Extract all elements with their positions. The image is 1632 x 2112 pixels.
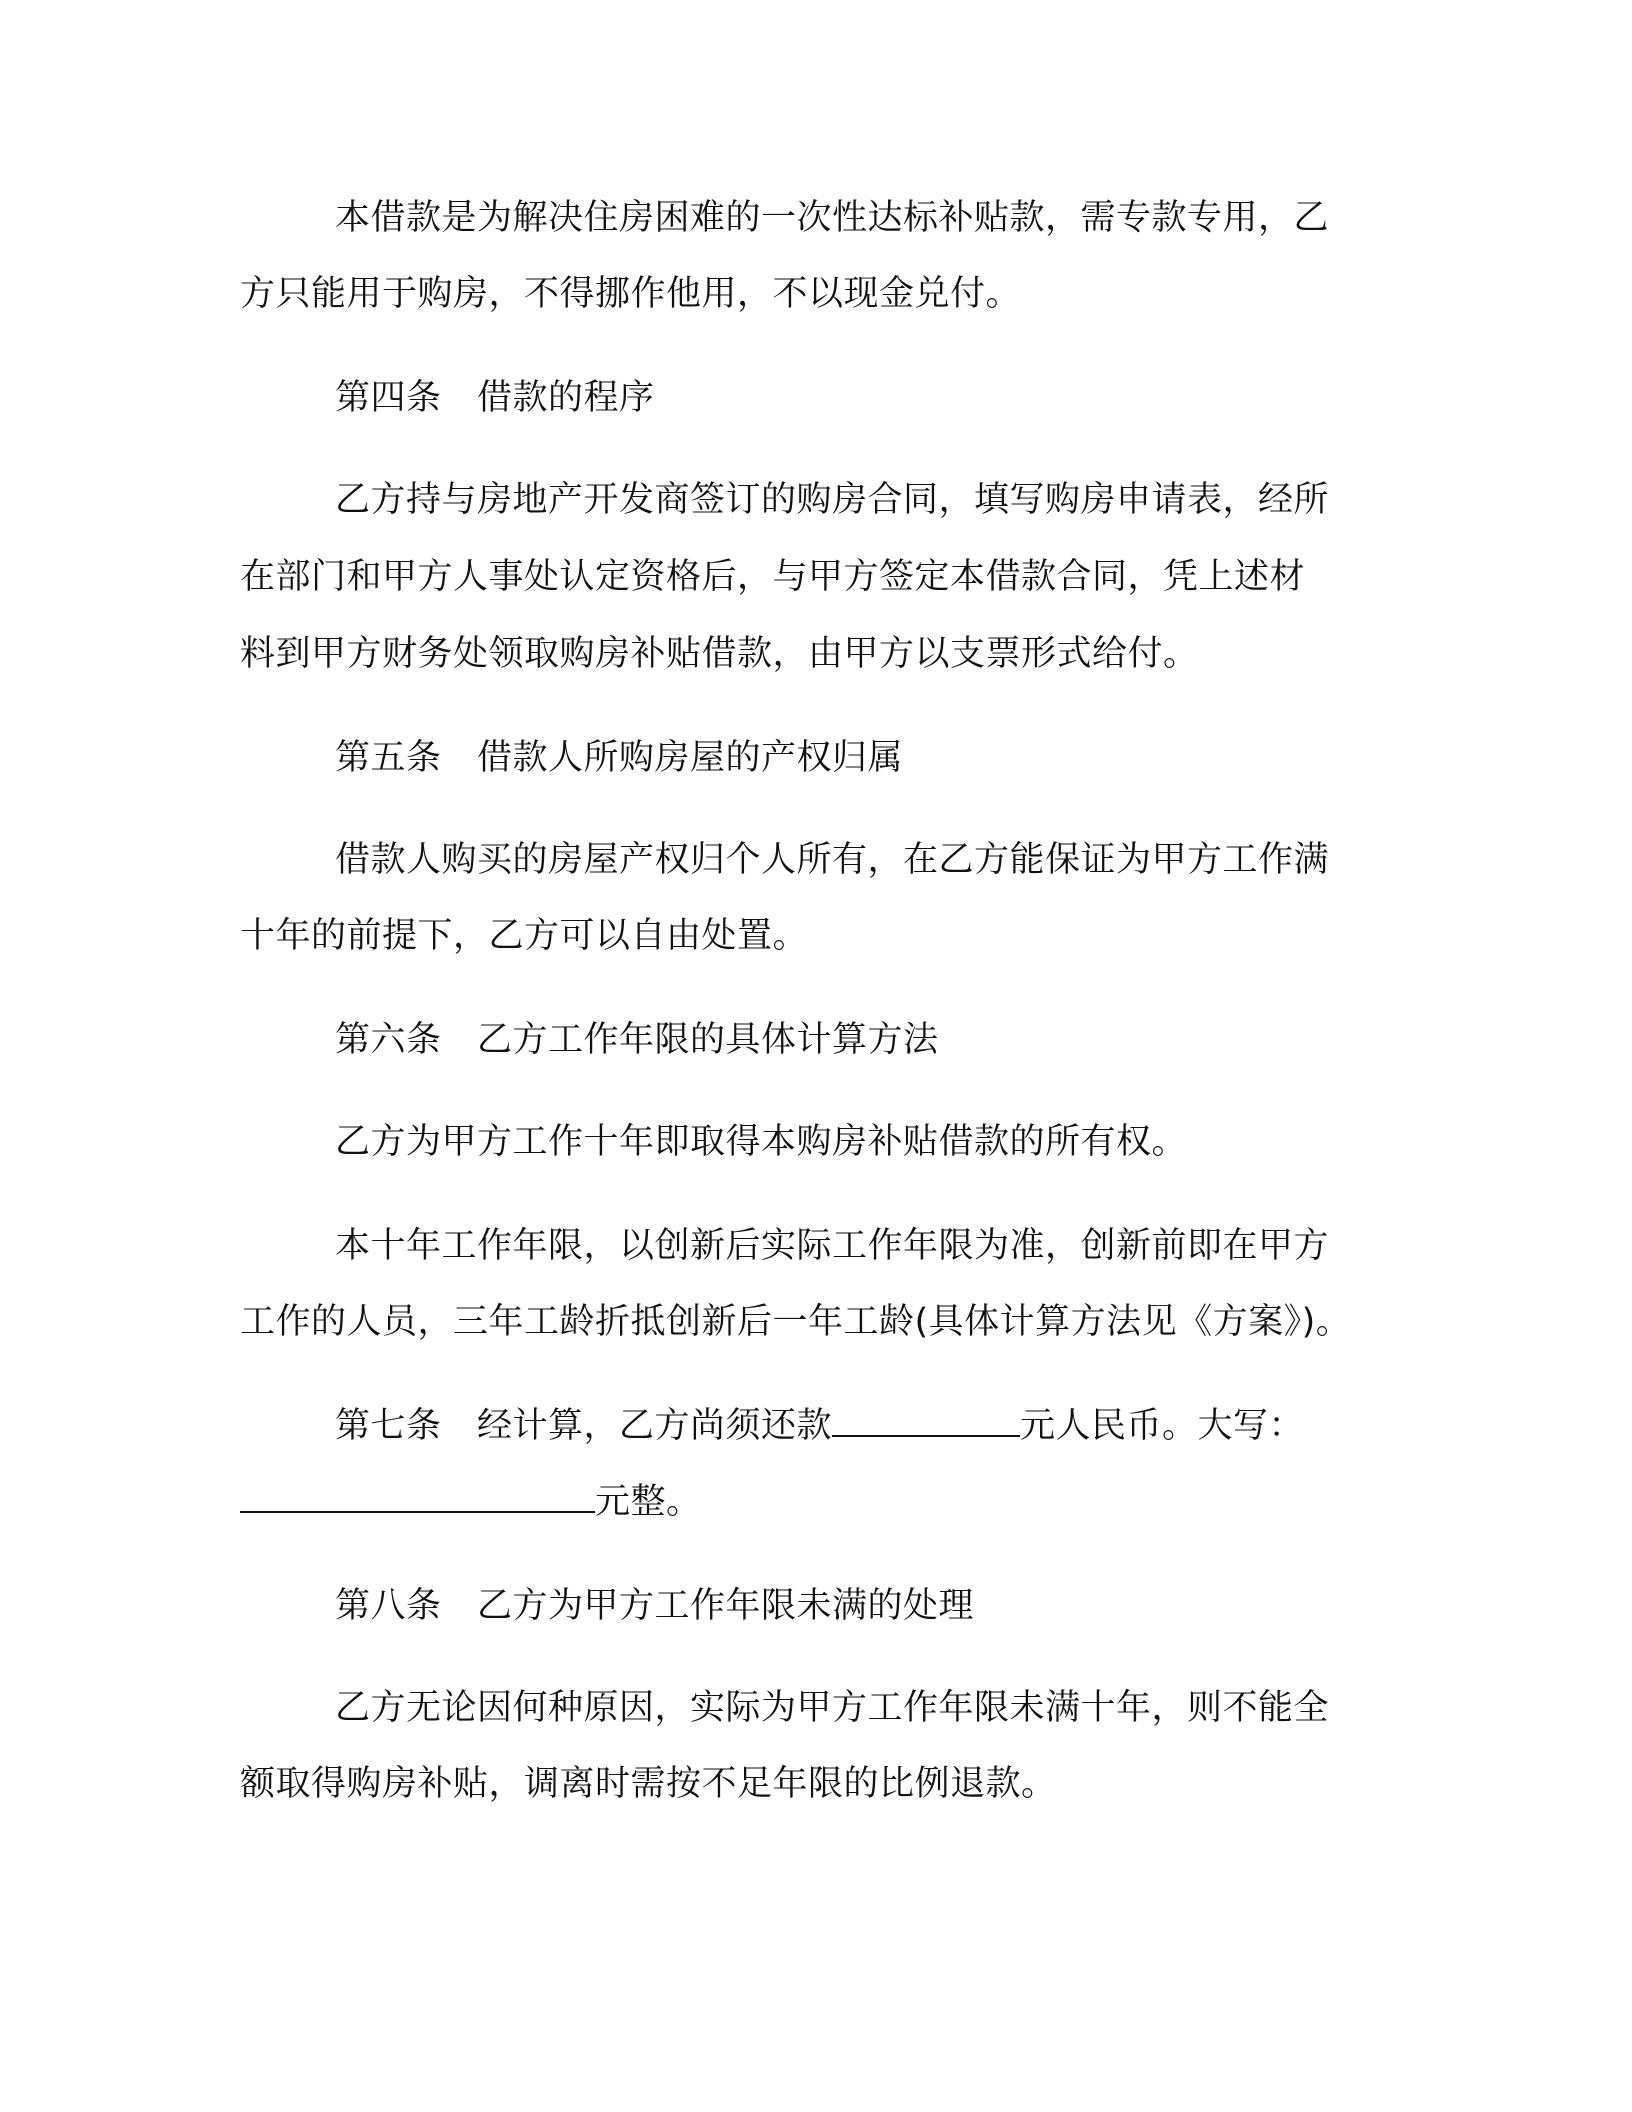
paragraph-years-calc-line-2: 工作的人员，三年工龄折抵创新后一年工龄(具体计算方法见《方案》)。 — [240, 1302, 1352, 1342]
article-7-middle: 元人民币。大写： — [1020, 1406, 1305, 1446]
paragraph-refund-line-2: 额取得购房补贴，调离时需按不足年限的比例退款。 — [240, 1764, 1057, 1804]
paragraph-ten-years: 乙方为甲方工作十年即取得本购房补贴借款的所有权。 — [335, 1122, 1188, 1162]
article-7-line-1 — [335, 1404, 1304, 1448]
paragraph-ownership-line-2: 十年的前提下，乙方可以自由处置。 — [240, 916, 809, 956]
paragraph-ownership-line-1: 借款人购买的房屋产权归个人所有，在乙方能保证为甲方工作满 — [335, 840, 1330, 880]
amount-in-words-blank[interactable] — [240, 1481, 595, 1513]
article-7-prefix: 第七条 经计算，乙方尚须还款 — [335, 1406, 833, 1446]
paragraph-procedure-line-2: 在部门和甲方人事处认定资格后，与甲方签定本借款合同，凭上述材 — [240, 557, 1306, 597]
paragraph-procedure-line-3: 料到甲方财务处领取购房补贴借款，由甲方以支票形式给付。 — [240, 634, 1199, 674]
paragraph-purpose-line-1: 本借款是为解决住房困难的一次性达标补贴款，需专款专用，乙 — [335, 198, 1330, 238]
article-5-heading: 第五条 借款人所购房屋的产权归属 — [335, 738, 904, 778]
article-7-line-2 — [240, 1480, 702, 1524]
article-8-heading: 第八条 乙方为甲方工作年限未满的处理 — [335, 1586, 975, 1626]
amount-blank[interactable] — [832, 1405, 1020, 1437]
paragraph-purpose-line-2: 方只能用于购房，不得挪作他用，不以现金兑付。 — [240, 274, 1022, 314]
article-6-heading: 第六条 乙方工作年限的具体计算方法 — [335, 1020, 939, 1060]
article-4-heading: 第四条 借款的程序 — [335, 378, 655, 418]
paragraph-procedure-line-1: 乙方持与房地产开发商签订的购房合同，填写购房申请表，经所 — [335, 480, 1330, 520]
paragraph-years-calc-line-1: 本十年工作年限，以创新后实际工作年限为准，创新前即在甲方 — [335, 1226, 1330, 1266]
paragraph-refund-line-1: 乙方无论因何种原因，实际为甲方工作年限未满十年，则不能全 — [335, 1688, 1330, 1728]
article-7-suffix: 元整。 — [595, 1482, 702, 1522]
